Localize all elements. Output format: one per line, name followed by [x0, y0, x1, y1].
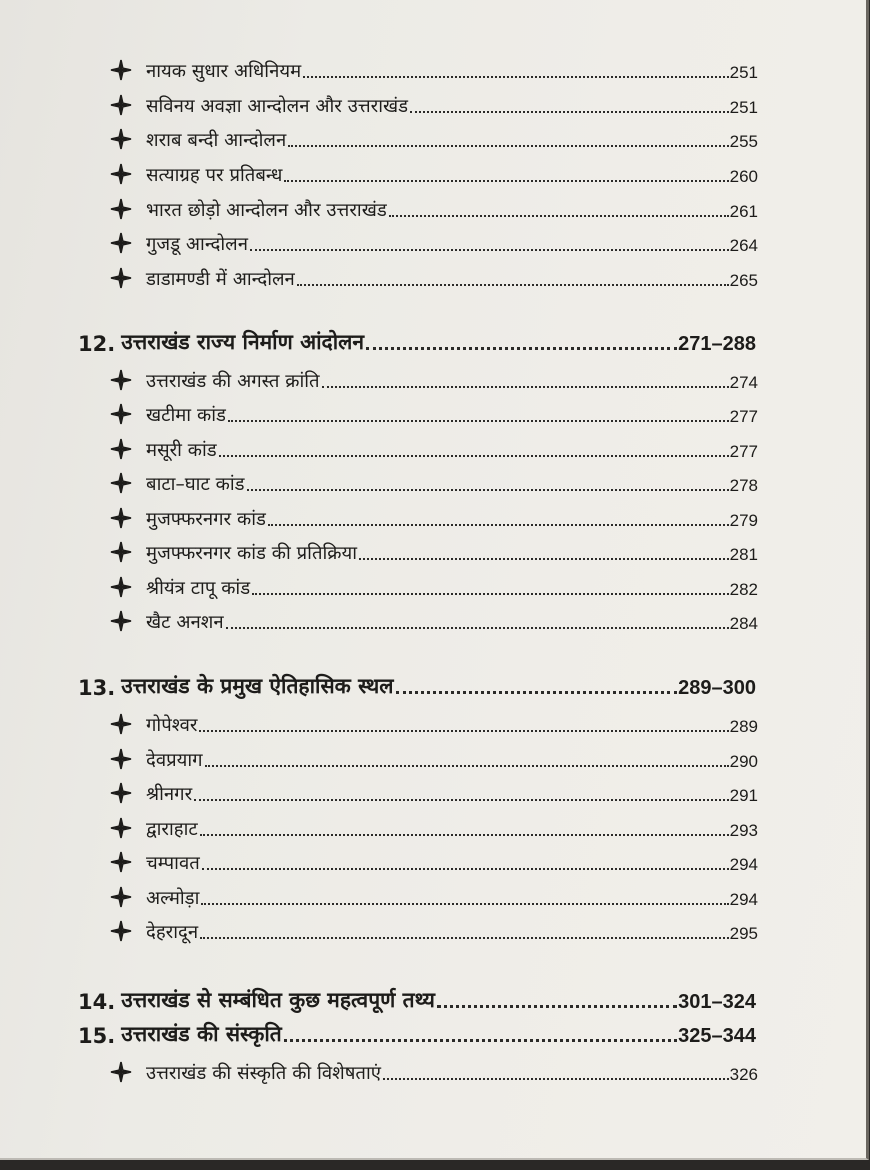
entry-page: 255: [729, 132, 758, 151]
four-point-star-icon: [110, 576, 132, 598]
entry-page: 289: [729, 717, 758, 736]
entry-title: गोपेश्वर: [146, 715, 198, 736]
entry-page: 278: [729, 476, 758, 495]
four-point-star-icon: [110, 128, 132, 150]
toc-entry: [110, 122, 758, 152]
leader-dots: [297, 284, 729, 286]
entry-title: श्रीनगर: [146, 784, 193, 805]
leader-dots: [200, 834, 729, 836]
entry-title: द्वाराहाट: [146, 819, 198, 840]
chapter-number: 13.: [78, 676, 116, 700]
leader-dots: [247, 489, 729, 491]
toc-entry: [110, 432, 758, 462]
toc-entry: [110, 501, 758, 531]
toc-entry: [110, 1055, 758, 1085]
four-point-star-icon: [110, 438, 132, 460]
toc-entry: [110, 845, 758, 875]
toc-entry: [110, 742, 758, 772]
leader-dots: [284, 1039, 677, 1042]
toc-entry: [110, 226, 758, 256]
entry-page: 260: [729, 167, 758, 186]
entry-title: अल्मोड़ा: [146, 888, 200, 909]
chapter-pages: 271–288: [678, 333, 756, 355]
four-point-star-icon: [110, 1061, 132, 1083]
leader-dots: [200, 937, 729, 939]
leader-dots: [219, 455, 729, 457]
entry-page: 261: [729, 202, 758, 221]
four-point-star-icon: [110, 610, 132, 632]
entry-page: 251: [729, 98, 758, 117]
entry-title: शराब बन्दी आन्दोलन: [146, 130, 287, 151]
entry-title: सविनय अवज्ञा आन्दोलन और उत्तराखंड: [146, 96, 409, 117]
entry-page: 277: [729, 407, 758, 426]
four-point-star-icon: [110, 748, 132, 770]
leader-dots: [268, 524, 729, 526]
leader-dots: [366, 347, 677, 350]
leader-dots: [359, 558, 729, 560]
four-point-star-icon: [110, 851, 132, 873]
leader-dots: [437, 1005, 677, 1008]
chapter-heading: [78, 1014, 756, 1048]
entry-page: 274: [729, 373, 758, 392]
chapter-number: 15.: [78, 1024, 116, 1048]
entry-title: मुजफ्फरनगर कांड की प्रतिक्रिया: [146, 543, 358, 564]
entry-title: देहरादून: [146, 922, 199, 943]
entry-page: 251: [729, 63, 758, 82]
leader-dots: [410, 111, 729, 113]
chapter-title: उत्तराखंड के प्रमुख ऐतिहासिक स्थल: [121, 674, 394, 698]
chapter-title: उत्तराखंड राज्य निर्माण आंदोलन: [121, 330, 365, 354]
chapter-pages: 289–300: [678, 677, 756, 699]
toc-entry: [110, 261, 758, 291]
entry-page: 294: [729, 890, 758, 909]
chapter-heading: [78, 980, 756, 1014]
leader-dots: [194, 799, 728, 801]
entry-title: गुजडू आन्दोलन: [146, 234, 248, 255]
entry-title: देवप्रयाग: [146, 750, 203, 771]
toc-entry: [110, 570, 758, 600]
four-point-star-icon: [110, 163, 132, 185]
four-point-star-icon: [110, 232, 132, 254]
toc-entry: [110, 811, 758, 841]
four-point-star-icon: [110, 817, 132, 839]
chapter-title: उत्तराखंड से सम्बंधित कुछ महत्वपूर्ण तथ्य: [121, 988, 435, 1012]
toc-entry: [110, 192, 758, 222]
entry-page: 284: [729, 614, 758, 633]
entry-page: 295: [729, 924, 758, 943]
four-point-star-icon: [110, 59, 132, 81]
toc-entry: [110, 397, 758, 427]
leader-dots: [252, 593, 729, 595]
toc-entry: [110, 363, 758, 393]
entry-title: बाटा–घाट कांड: [146, 474, 245, 495]
entry-title: भारत छोड़ो आन्दोलन और उत्तराखंड: [146, 200, 387, 221]
leader-dots: [389, 215, 729, 217]
four-point-star-icon: [110, 198, 132, 220]
chapter-pages: 301–324: [678, 991, 756, 1013]
toc-entry: [110, 880, 758, 910]
entry-title: मसूरी कांड: [146, 440, 217, 461]
entry-title: डाडामण्डी में आन्दोलन: [146, 269, 295, 290]
chapter-heading: [78, 322, 756, 356]
entry-page: 277: [729, 442, 758, 461]
toc-entry: [110, 466, 758, 496]
chapter-heading: [78, 666, 756, 700]
leader-dots: [322, 386, 729, 388]
entry-page: 291: [729, 786, 758, 805]
four-point-star-icon: [110, 920, 132, 942]
four-point-star-icon: [110, 369, 132, 391]
leader-dots: [201, 903, 728, 905]
four-point-star-icon: [110, 507, 132, 529]
leader-dots: [288, 145, 728, 147]
four-point-star-icon: [110, 541, 132, 563]
four-point-star-icon: [110, 472, 132, 494]
toc-entry: [110, 53, 758, 83]
toc-entry: [110, 914, 758, 944]
four-point-star-icon: [110, 713, 132, 735]
four-point-star-icon: [110, 94, 132, 116]
leader-dots: [284, 180, 728, 182]
leader-dots: [228, 420, 729, 422]
entry-title: खैट अनशन: [146, 612, 224, 633]
entry-page: 290: [729, 752, 758, 771]
entry-title: सत्याग्रह पर प्रतिबन्ध: [146, 165, 283, 186]
entry-page: 279: [729, 511, 758, 530]
entry-page: 293: [729, 821, 758, 840]
leader-dots: [226, 627, 729, 629]
entry-title: उत्तराखंड की अगस्त क्रांति: [146, 371, 320, 392]
leader-dots: [250, 249, 729, 251]
toc-entry: [110, 604, 758, 634]
toc-entry: [110, 776, 758, 806]
leader-dots: [383, 1078, 729, 1080]
entry-page: 265: [729, 271, 758, 290]
leader-dots: [202, 868, 729, 870]
four-point-star-icon: [110, 886, 132, 908]
toc-entry: [110, 88, 758, 118]
entry-page: 326: [729, 1065, 758, 1084]
toc-entry: [110, 157, 758, 187]
toc-entry: [110, 707, 758, 737]
four-point-star-icon: [110, 267, 132, 289]
entry-page: 294: [729, 855, 758, 874]
entry-title: खटीमा कांड: [146, 405, 226, 426]
chapter-title: उत्तराखंड की संस्कृति: [121, 1022, 282, 1046]
leader-dots: [396, 691, 678, 694]
entry-title: उत्तराखंड की संस्कृति की विशेषताएं: [146, 1063, 381, 1084]
leader-dots: [303, 76, 728, 78]
leader-dots: [199, 730, 728, 732]
four-point-star-icon: [110, 403, 132, 425]
entry-title: नायक सुधार अधिनियम: [146, 61, 302, 82]
chapter-number: 12.: [78, 332, 116, 356]
chapter-number: 14.: [78, 990, 116, 1014]
entry-title: चम्पावत: [146, 853, 200, 874]
entry-page: 264: [729, 236, 758, 255]
leader-dots: [205, 765, 729, 767]
entry-title: श्रीयंत्र टापू कांड: [146, 578, 251, 599]
toc-entry: [110, 535, 758, 565]
four-point-star-icon: [110, 782, 132, 804]
chapter-pages: 325–344: [678, 1025, 756, 1047]
entry-title: मुजफ्फरनगर कांड: [146, 509, 266, 530]
entry-page: 282: [729, 580, 758, 599]
entry-page: 281: [729, 545, 758, 564]
